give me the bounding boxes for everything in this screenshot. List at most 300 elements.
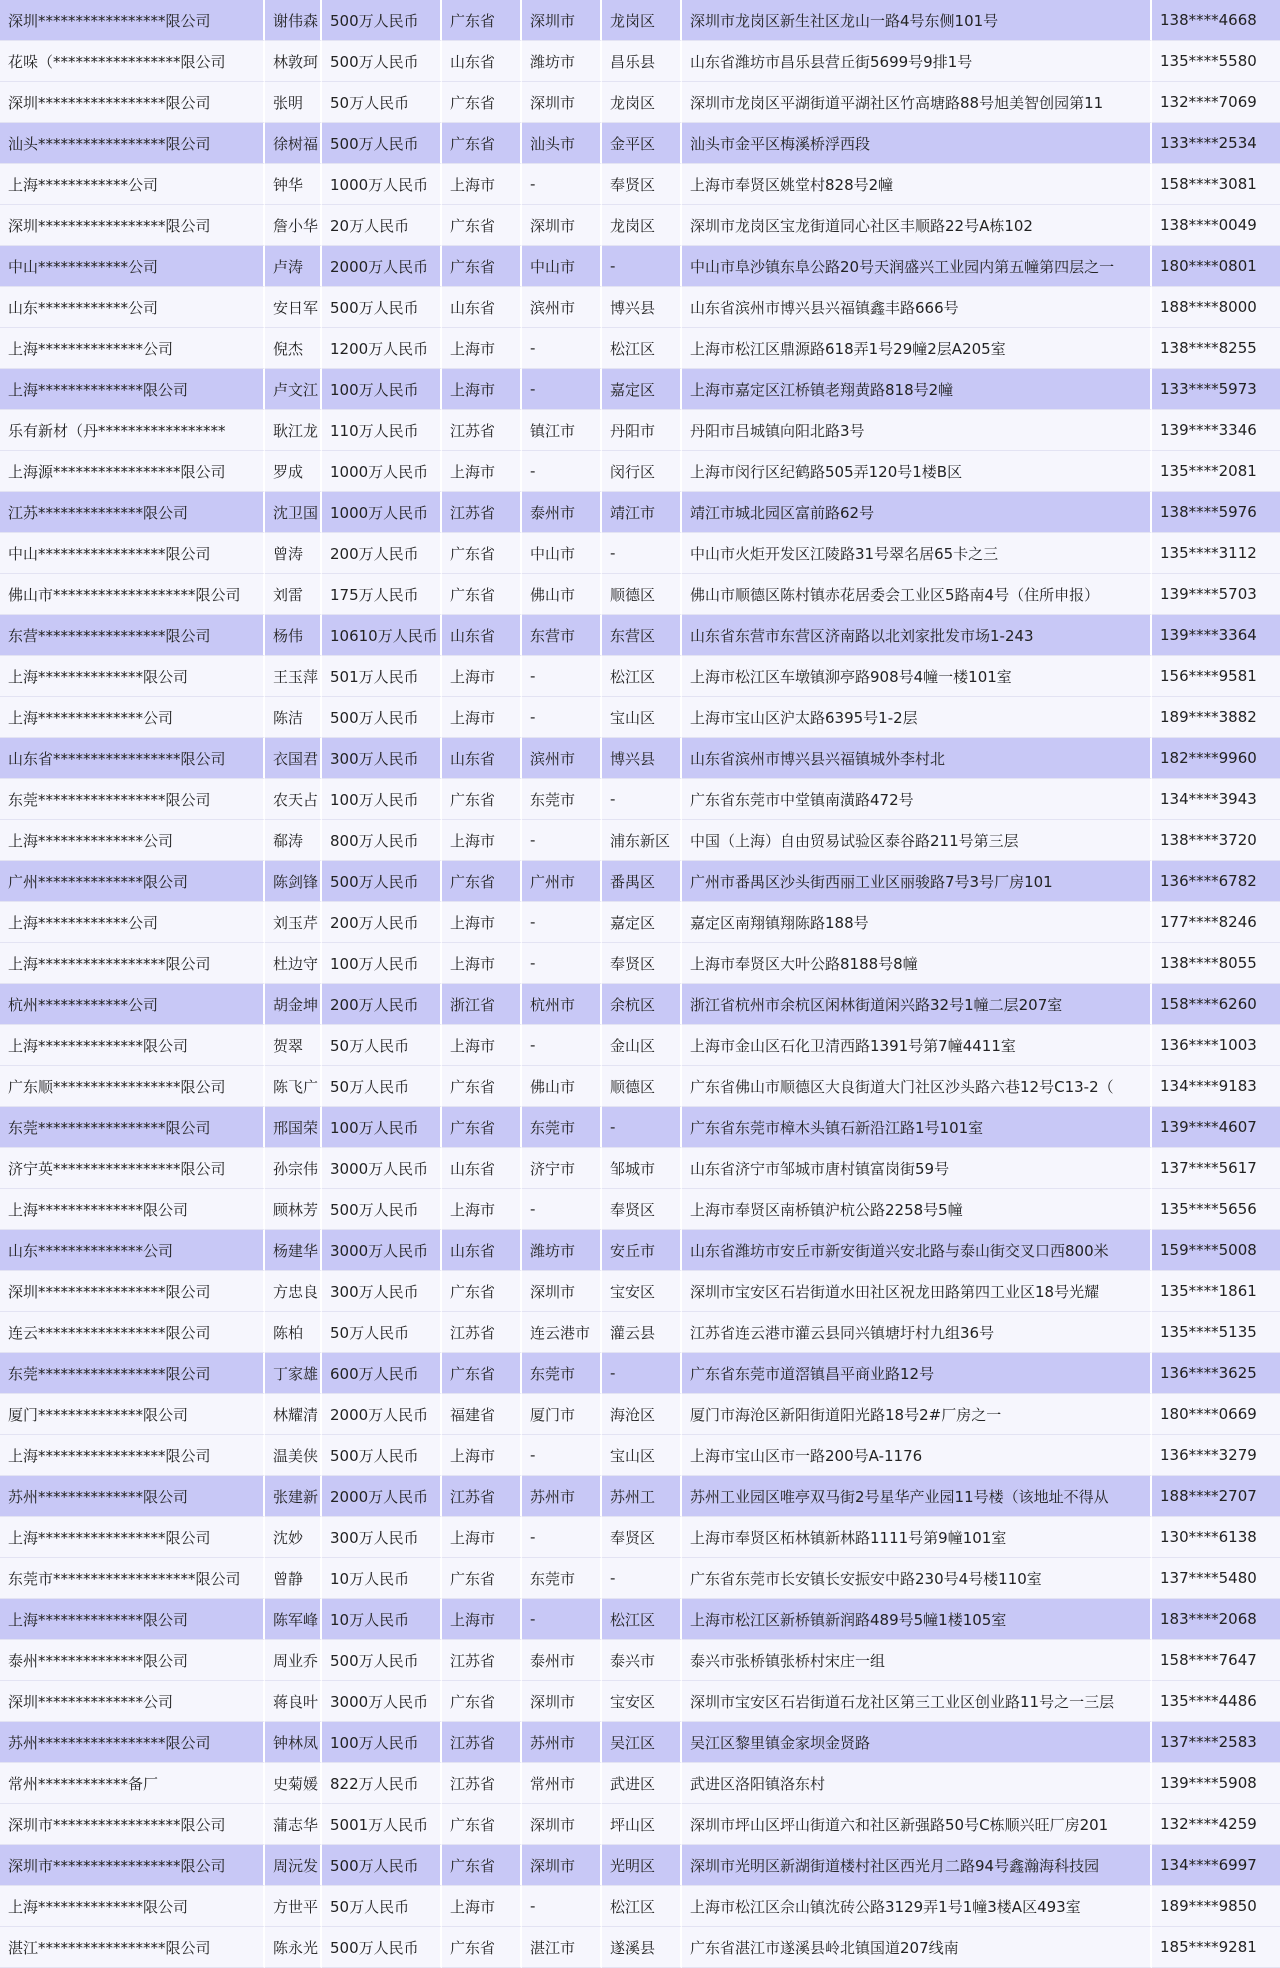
city-cell: 深圳市 [522, 1845, 602, 1886]
company-name-cell: 上海**************限公司 [0, 369, 265, 410]
address-cell: 厦门市海沧区新阳街道阳光路18号2#厂房之一 [682, 1394, 1152, 1435]
province-cell: 广东省 [442, 1927, 522, 1968]
table-row [0, 451, 1280, 492]
registered-capital-cell: 50万人民币 [322, 1025, 442, 1066]
address-cell: 嘉定区南翔镇翔陈路188号 [682, 902, 1152, 943]
district-cell: 金平区 [602, 123, 682, 164]
address-cell: 广州市番禺区沙头街西丽工业区丽骏路7号3号厂房101 [682, 861, 1152, 902]
table-row [0, 1353, 1280, 1394]
phone-cell: 189****3882 [1152, 697, 1280, 738]
address-cell: 上海市松江区新桥镇新润路489号5幢1楼105室 [682, 1599, 1152, 1640]
company-name-cell: 苏州**************限公司 [0, 1476, 265, 1517]
registered-capital-cell: 300万人民币 [322, 1271, 442, 1312]
district-cell: 闵行区 [602, 451, 682, 492]
company-name-cell: 东莞*****************限公司 [0, 779, 265, 820]
province-cell: 山东省 [442, 738, 522, 779]
legal-rep-cell: 蒋良叶 [265, 1681, 322, 1722]
address-cell: 上海市闵行区纪鹤路505弄120号1楼B区 [682, 451, 1152, 492]
district-cell: 泰兴市 [602, 1640, 682, 1681]
registered-capital-cell: 10万人民币 [322, 1558, 442, 1599]
table-row [0, 1640, 1280, 1681]
table-row [0, 287, 1280, 328]
table-row [0, 82, 1280, 123]
company-name-cell: 深圳市*****************限公司 [0, 1845, 265, 1886]
table-row [0, 1927, 1280, 1968]
district-cell: 嘉定区 [602, 369, 682, 410]
city-cell: 潍坊市 [522, 1230, 602, 1271]
address-cell: 佛山市顺德区陈村镇赤花居委会工业区5路南4号（住所申报） [682, 574, 1152, 615]
registered-capital-cell: 50万人民币 [322, 82, 442, 123]
district-cell: 龙岗区 [602, 0, 682, 41]
address-cell: 中山市阜沙镇东阜公路20号天润盛兴工业园内第五幢第四层之一 [682, 246, 1152, 287]
district-cell: 松江区 [602, 1886, 682, 1927]
phone-cell: 177****8246 [1152, 902, 1280, 943]
table-row [0, 1394, 1280, 1435]
company-name-cell: 上海*****************限公司 [0, 1517, 265, 1558]
province-cell: 广东省 [442, 779, 522, 820]
registered-capital-cell: 110万人民币 [322, 410, 442, 451]
address-cell: 山东省滨州市博兴县兴福镇鑫丰路666号 [682, 287, 1152, 328]
company-name-cell: 山东省*****************限公司 [0, 738, 265, 779]
province-cell: 广东省 [442, 123, 522, 164]
province-cell: 上海市 [442, 697, 522, 738]
registered-capital-cell: 3000万人民币 [322, 1681, 442, 1722]
table-row [0, 1025, 1280, 1066]
table-row [0, 1804, 1280, 1845]
phone-cell: 139****3364 [1152, 615, 1280, 656]
company-name-cell: 上海**************公司 [0, 328, 265, 369]
registered-capital-cell: 50万人民币 [322, 1066, 442, 1107]
city-cell: 深圳市 [522, 1804, 602, 1845]
company-name-cell: 乐有新材（丹***************** [0, 410, 265, 451]
registered-capital-cell: 500万人民币 [322, 1927, 442, 1968]
table-row [0, 123, 1280, 164]
district-cell: 松江区 [602, 656, 682, 697]
company-name-cell: 上海源*****************限公司 [0, 451, 265, 492]
company-name-cell: 厦门**************限公司 [0, 1394, 265, 1435]
table-row [0, 943, 1280, 984]
province-cell: 广东省 [442, 1066, 522, 1107]
address-cell: 深圳市坪山区坪山街道六和社区新强路50号C栋顺兴旺厂房201 [682, 1804, 1152, 1845]
address-cell: 上海市松江区车墩镇泖亭路908号4幢一楼101室 [682, 656, 1152, 697]
province-cell: 上海市 [442, 902, 522, 943]
legal-rep-cell: 农天占 [265, 779, 322, 820]
legal-rep-cell: 杨伟 [265, 615, 322, 656]
company-name-cell: 上海**************限公司 [0, 1025, 265, 1066]
legal-rep-cell: 贺翠 [265, 1025, 322, 1066]
province-cell: 广东省 [442, 1107, 522, 1148]
table-row [0, 41, 1280, 82]
registered-capital-cell: 500万人民币 [322, 123, 442, 164]
phone-cell: 134****9183 [1152, 1066, 1280, 1107]
address-cell: 上海市松江区佘山镇沈砖公路3129弄1号1幢3楼A区493室 [682, 1886, 1152, 1927]
province-cell: 广东省 [442, 533, 522, 574]
district-cell: 光明区 [602, 1845, 682, 1886]
address-cell: 上海市松江区鼎源路618弄1号29幢2层A205室 [682, 328, 1152, 369]
registered-capital-cell: 600万人民币 [322, 1353, 442, 1394]
district-cell: - [602, 1558, 682, 1599]
registered-capital-cell: 50万人民币 [322, 1312, 442, 1353]
address-cell: 广东省东莞市樟木头镇石新沿江路1号101室 [682, 1107, 1152, 1148]
address-cell: 汕头市金平区梅溪桥浮西段 [682, 123, 1152, 164]
address-cell: 上海市金山区石化卫清西路1391号第7幢4411室 [682, 1025, 1152, 1066]
registered-capital-cell: 2000万人民币 [322, 1476, 442, 1517]
legal-rep-cell: 陈永光 [265, 1927, 322, 1968]
table-row [0, 820, 1280, 861]
registered-capital-cell: 500万人民币 [322, 1189, 442, 1230]
table-row [0, 697, 1280, 738]
table-row [0, 984, 1280, 1025]
province-cell: 江苏省 [442, 410, 522, 451]
registered-capital-cell: 200万人民币 [322, 902, 442, 943]
company-name-cell: 深圳*****************限公司 [0, 1271, 265, 1312]
district-cell: 靖江市 [602, 492, 682, 533]
company-name-cell: 杭州************公司 [0, 984, 265, 1025]
address-cell: 武进区洛阳镇洛东村 [682, 1763, 1152, 1804]
registered-capital-cell: 1000万人民币 [322, 492, 442, 533]
table-row [0, 1107, 1280, 1148]
address-cell: 中山市火炬开发区江陵路31号翠名居65卡之三 [682, 533, 1152, 574]
table-row [0, 1517, 1280, 1558]
address-cell: 深圳市龙岗区宝龙街道同心社区丰顺路22号A栋102 [682, 205, 1152, 246]
address-cell: 深圳市龙岗区新生社区龙山一路4号东侧101号 [682, 0, 1152, 41]
phone-cell: 130****6138 [1152, 1517, 1280, 1558]
address-cell: 上海市嘉定区江桥镇老翔黄路818号2幢 [682, 369, 1152, 410]
district-cell: 博兴县 [602, 287, 682, 328]
district-cell: - [602, 246, 682, 287]
city-cell: - [522, 369, 602, 410]
district-cell: 昌乐县 [602, 41, 682, 82]
district-cell: 邹城市 [602, 1148, 682, 1189]
table-row [0, 1681, 1280, 1722]
phone-cell: 158****7647 [1152, 1640, 1280, 1681]
company-name-cell: 深圳**************公司 [0, 1681, 265, 1722]
registered-capital-cell: 500万人民币 [322, 697, 442, 738]
city-cell: 滨州市 [522, 287, 602, 328]
phone-cell: 136****3625 [1152, 1353, 1280, 1394]
phone-cell: 133****2534 [1152, 123, 1280, 164]
address-cell: 山东省济宁市邹城市唐村镇富岗街59号 [682, 1148, 1152, 1189]
city-cell: 深圳市 [522, 1681, 602, 1722]
phone-cell: 134****6997 [1152, 1845, 1280, 1886]
city-cell: - [522, 1599, 602, 1640]
district-cell: 苏州工 [602, 1476, 682, 1517]
address-cell: 靖江市城北园区富前路62号 [682, 492, 1152, 533]
company-name-cell: 中山************公司 [0, 246, 265, 287]
company-name-cell: 广州**************限公司 [0, 861, 265, 902]
company-name-cell: 广东顺*****************限公司 [0, 1066, 265, 1107]
province-cell: 上海市 [442, 1025, 522, 1066]
city-cell: - [522, 943, 602, 984]
table-row [0, 410, 1280, 451]
province-cell: 广东省 [442, 205, 522, 246]
city-cell: 广州市 [522, 861, 602, 902]
province-cell: 广东省 [442, 82, 522, 123]
phone-cell: 132****4259 [1152, 1804, 1280, 1845]
table-row [0, 1189, 1280, 1230]
phone-cell: 182****9960 [1152, 738, 1280, 779]
phone-cell: 180****0801 [1152, 246, 1280, 287]
address-cell: 广东省湛江市遂溪县岭北镇国道207线南 [682, 1927, 1152, 1968]
phone-cell: 188****8000 [1152, 287, 1280, 328]
registered-capital-cell: 1000万人民币 [322, 164, 442, 205]
legal-rep-cell: 蒲志华 [265, 1804, 322, 1845]
company-name-cell: 上海*****************限公司 [0, 1435, 265, 1476]
phone-cell: 137****2583 [1152, 1722, 1280, 1763]
registered-capital-cell: 500万人民币 [322, 41, 442, 82]
company-name-cell: 江苏**************限公司 [0, 492, 265, 533]
province-cell: 江苏省 [442, 1763, 522, 1804]
legal-rep-cell: 温美侠 [265, 1435, 322, 1476]
address-cell: 深圳市光明区新湖街道楼村社区西光月二路94号鑫瀚海科技园 [682, 1845, 1152, 1886]
district-cell: 奉贤区 [602, 1189, 682, 1230]
district-cell: 龙岗区 [602, 205, 682, 246]
table-row [0, 164, 1280, 205]
registered-capital-cell: 100万人民币 [322, 1722, 442, 1763]
legal-rep-cell: 陈飞广 [265, 1066, 322, 1107]
company-name-cell: 上海**************限公司 [0, 1599, 265, 1640]
legal-rep-cell: 王玉萍 [265, 656, 322, 697]
registered-capital-cell: 500万人民币 [322, 1640, 442, 1681]
legal-rep-cell: 倪杰 [265, 328, 322, 369]
registered-capital-cell: 200万人民币 [322, 984, 442, 1025]
district-cell: 丹阳市 [602, 410, 682, 451]
district-cell: 博兴县 [602, 738, 682, 779]
city-cell: 厦门市 [522, 1394, 602, 1435]
address-cell: 广东省东莞市中堂镇南潢路472号 [682, 779, 1152, 820]
company-name-cell: 汕头*****************限公司 [0, 123, 265, 164]
address-cell: 苏州工业园区唯亭双马街2号星华产业园11号楼（该地址不得从 [682, 1476, 1152, 1517]
phone-cell: 138****8255 [1152, 328, 1280, 369]
district-cell: 遂溪县 [602, 1927, 682, 1968]
address-cell: 泰兴市张桥镇张桥村宋庄一组 [682, 1640, 1152, 1681]
legal-rep-cell: 卢涛 [265, 246, 322, 287]
city-cell: 潍坊市 [522, 41, 602, 82]
phone-cell: 185****9281 [1152, 1927, 1280, 1968]
city-cell: 东莞市 [522, 1353, 602, 1394]
phone-cell: 138****0049 [1152, 205, 1280, 246]
legal-rep-cell: 顾林芳 [265, 1189, 322, 1230]
province-cell: 江苏省 [442, 1476, 522, 1517]
district-cell: 东营区 [602, 615, 682, 656]
province-cell: 上海市 [442, 1599, 522, 1640]
phone-cell: 138****8055 [1152, 943, 1280, 984]
city-cell: 东莞市 [522, 1558, 602, 1599]
district-cell: 金山区 [602, 1025, 682, 1066]
table-row [0, 533, 1280, 574]
district-cell: 龙岗区 [602, 82, 682, 123]
legal-rep-cell: 周业乔 [265, 1640, 322, 1681]
address-cell: 深圳市宝安区石岩街道石龙社区第三工业区创业路11号之一三层 [682, 1681, 1152, 1722]
phone-cell: 138****3720 [1152, 820, 1280, 861]
province-cell: 上海市 [442, 1435, 522, 1476]
registered-capital-cell: 1000万人民币 [322, 451, 442, 492]
registered-capital-cell: 300万人民币 [322, 738, 442, 779]
address-cell: 山东省潍坊市安丘市新安街道兴安北路与泰山街交叉口西800米 [682, 1230, 1152, 1271]
registered-capital-cell: 500万人民币 [322, 287, 442, 328]
city-cell: - [522, 820, 602, 861]
table-row [0, 1148, 1280, 1189]
city-cell: 深圳市 [522, 0, 602, 41]
company-name-cell: 山东**************公司 [0, 1230, 265, 1271]
phone-cell: 136****6782 [1152, 861, 1280, 902]
phone-cell: 188****2707 [1152, 1476, 1280, 1517]
table-row [0, 1476, 1280, 1517]
legal-rep-cell: 林耀清 [265, 1394, 322, 1435]
company-name-cell: 深圳*****************限公司 [0, 82, 265, 123]
legal-rep-cell: 沈卫国 [265, 492, 322, 533]
city-cell: - [522, 328, 602, 369]
table-row [0, 1230, 1280, 1271]
phone-cell: 138****5976 [1152, 492, 1280, 533]
phone-cell: 135****3112 [1152, 533, 1280, 574]
province-cell: 江苏省 [442, 1312, 522, 1353]
table-row [0, 902, 1280, 943]
district-cell: 奉贤区 [602, 1517, 682, 1558]
company-name-cell: 花哚（*****************限公司 [0, 41, 265, 82]
province-cell: 广东省 [442, 1558, 522, 1599]
legal-rep-cell: 曾涛 [265, 533, 322, 574]
city-cell: - [522, 656, 602, 697]
phone-cell: 138****4668 [1152, 0, 1280, 41]
phone-cell: 135****5580 [1152, 41, 1280, 82]
district-cell: 嘉定区 [602, 902, 682, 943]
legal-rep-cell: 詹小华 [265, 205, 322, 246]
address-cell: 广东省东莞市长安镇长安振安中路230号4号楼110室 [682, 1558, 1152, 1599]
province-cell: 广东省 [442, 1845, 522, 1886]
city-cell: - [522, 697, 602, 738]
registered-capital-cell: 175万人民币 [322, 574, 442, 615]
registered-capital-cell: 800万人民币 [322, 820, 442, 861]
registered-capital-cell: 20万人民币 [322, 205, 442, 246]
table-row [0, 861, 1280, 902]
province-cell: 江苏省 [442, 492, 522, 533]
phone-cell: 189****9850 [1152, 1886, 1280, 1927]
phone-cell: 183****2068 [1152, 1599, 1280, 1640]
address-cell: 上海市宝山区市一路200号A-1176 [682, 1435, 1152, 1476]
province-cell: 上海市 [442, 164, 522, 205]
company-name-cell: 泰州**************限公司 [0, 1640, 265, 1681]
province-cell: 浙江省 [442, 984, 522, 1025]
province-cell: 广东省 [442, 1271, 522, 1312]
city-cell: 东莞市 [522, 1107, 602, 1148]
province-cell: 广东省 [442, 861, 522, 902]
province-cell: 上海市 [442, 328, 522, 369]
province-cell: 上海市 [442, 451, 522, 492]
address-cell: 上海市奉贤区柘林镇新林路1111号第9幢101室 [682, 1517, 1152, 1558]
table-row [0, 1271, 1280, 1312]
registered-capital-cell: 50万人民币 [322, 1886, 442, 1927]
registered-capital-cell: 300万人民币 [322, 1517, 442, 1558]
address-cell: 浙江省杭州市余杭区闲林街道闲兴路32号1幢二层207室 [682, 984, 1152, 1025]
district-cell: 吴江区 [602, 1722, 682, 1763]
phone-cell: 134****3943 [1152, 779, 1280, 820]
phone-cell: 156****9581 [1152, 656, 1280, 697]
company-name-cell: 山东************公司 [0, 287, 265, 328]
province-cell: 江苏省 [442, 1640, 522, 1681]
province-cell: 山东省 [442, 1230, 522, 1271]
city-cell: 佛山市 [522, 574, 602, 615]
registered-capital-cell: 200万人民币 [322, 533, 442, 574]
company-name-cell: 上海**************公司 [0, 820, 265, 861]
registered-capital-cell: 100万人民币 [322, 943, 442, 984]
city-cell: - [522, 1886, 602, 1927]
city-cell: 深圳市 [522, 82, 602, 123]
table-row [0, 1435, 1280, 1476]
table-row [0, 1886, 1280, 1927]
city-cell: - [522, 1025, 602, 1066]
table-row [0, 246, 1280, 287]
address-cell: 广东省东莞市道滘镇昌平商业路12号 [682, 1353, 1152, 1394]
city-cell: - [522, 164, 602, 205]
district-cell: 宝山区 [602, 697, 682, 738]
province-cell: 山东省 [442, 615, 522, 656]
district-cell: - [602, 779, 682, 820]
phone-cell: 139****4607 [1152, 1107, 1280, 1148]
district-cell: 安丘市 [602, 1230, 682, 1271]
address-cell: 山东省东营市东营区济南路以北刘家批发市场1-243 [682, 615, 1152, 656]
address-cell: 中国（上海）自由贸易试验区泰谷路211号第三层 [682, 820, 1152, 861]
table-row [0, 1845, 1280, 1886]
city-cell: 连云港市 [522, 1312, 602, 1353]
phone-cell: 136****1003 [1152, 1025, 1280, 1066]
city-cell: 泰州市 [522, 1640, 602, 1681]
company-name-cell: 东莞*****************限公司 [0, 1107, 265, 1148]
registered-capital-cell: 100万人民币 [322, 1107, 442, 1148]
company-name-cell: 苏州*****************限公司 [0, 1722, 265, 1763]
city-cell: - [522, 902, 602, 943]
city-cell: 济宁市 [522, 1148, 602, 1189]
legal-rep-cell: 杜边守 [265, 943, 322, 984]
city-cell: 深圳市 [522, 205, 602, 246]
legal-rep-cell: 曾静 [265, 1558, 322, 1599]
company-name-cell: 上海************公司 [0, 164, 265, 205]
legal-rep-cell: 孙宗伟 [265, 1148, 322, 1189]
city-cell: - [522, 451, 602, 492]
province-cell: 江苏省 [442, 1722, 522, 1763]
district-cell: 番禺区 [602, 861, 682, 902]
phone-cell: 139****5908 [1152, 1763, 1280, 1804]
table-row [0, 656, 1280, 697]
address-cell: 丹阳市吕城镇向阳北路3号 [682, 410, 1152, 451]
address-cell: 上海市奉贤区姚堂村828号2幢 [682, 164, 1152, 205]
address-cell: 上海市奉贤区大叶公路8188号8幢 [682, 943, 1152, 984]
district-cell: 坪山区 [602, 1804, 682, 1845]
table-row [0, 1558, 1280, 1599]
legal-rep-cell: 刘雷 [265, 574, 322, 615]
district-cell: 松江区 [602, 328, 682, 369]
legal-rep-cell: 安日军 [265, 287, 322, 328]
legal-rep-cell: 钟华 [265, 164, 322, 205]
legal-rep-cell: 周沅发 [265, 1845, 322, 1886]
legal-rep-cell: 陈洁 [265, 697, 322, 738]
city-cell: 镇江市 [522, 410, 602, 451]
city-cell: 苏州市 [522, 1722, 602, 1763]
province-cell: 上海市 [442, 1886, 522, 1927]
phone-cell: 135****5656 [1152, 1189, 1280, 1230]
legal-rep-cell: 胡金坤 [265, 984, 322, 1025]
legal-rep-cell: 钟林凤 [265, 1722, 322, 1763]
district-cell: 宝山区 [602, 1435, 682, 1476]
province-cell: 广东省 [442, 0, 522, 41]
company-name-cell: 东营*****************限公司 [0, 615, 265, 656]
registered-capital-cell: 501万人民币 [322, 656, 442, 697]
phone-cell: 137****5480 [1152, 1558, 1280, 1599]
company-name-cell: 济宁英*****************限公司 [0, 1148, 265, 1189]
legal-rep-cell: 耿江龙 [265, 410, 322, 451]
address-cell: 深圳市龙岗区平湖街道平湖社区竹高塘路88号旭美智创园第11 [682, 82, 1152, 123]
registered-capital-cell: 100万人民币 [322, 369, 442, 410]
